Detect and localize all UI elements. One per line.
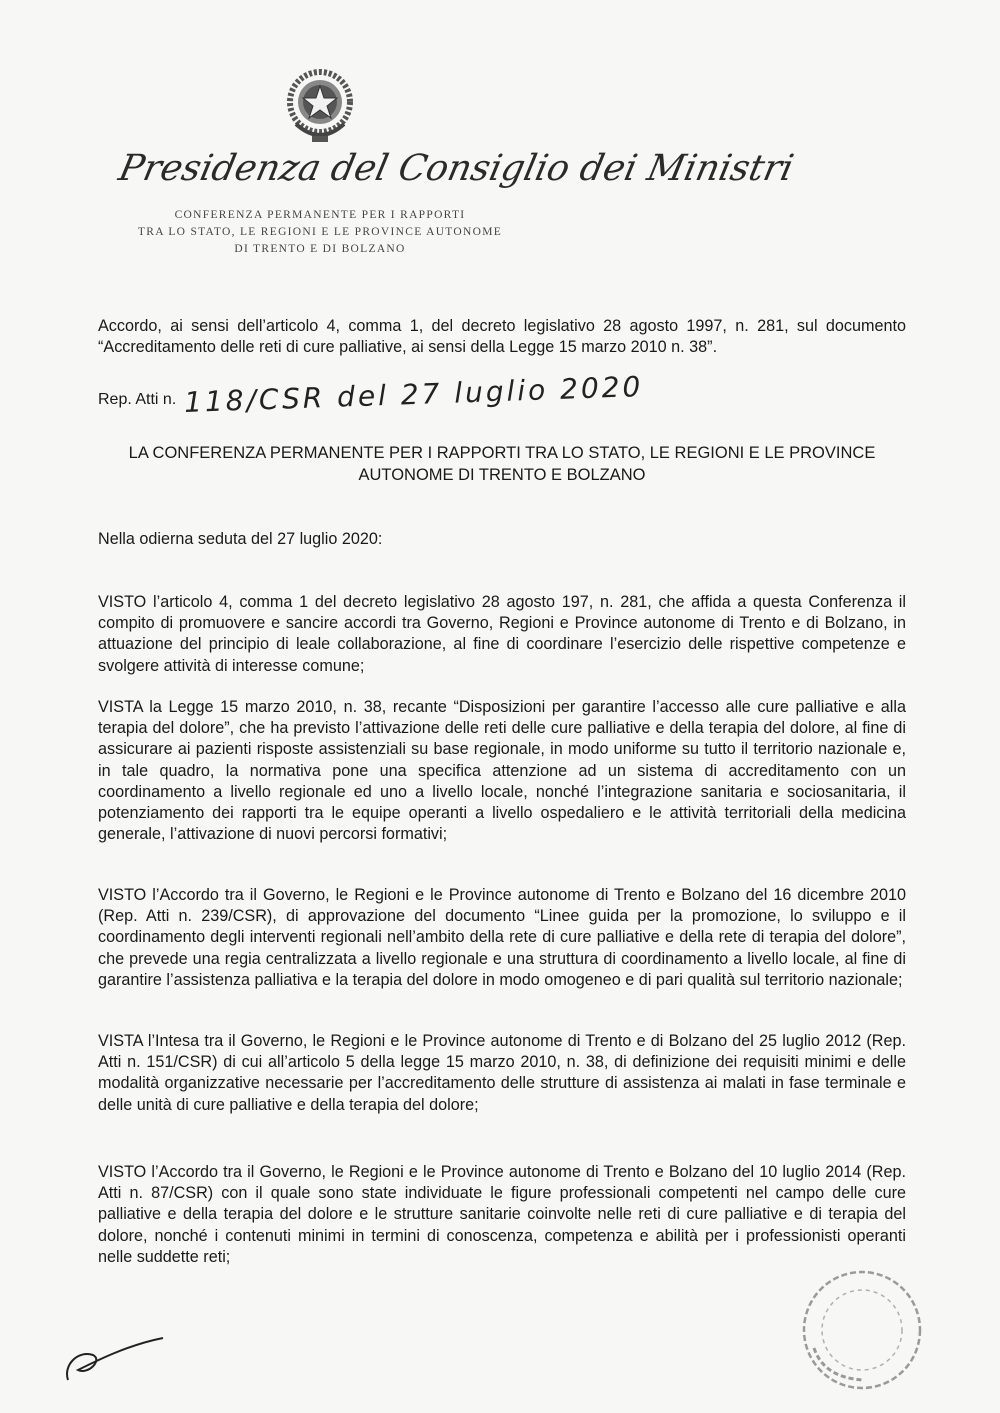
presidency-script-title: Presidenza del Consiglio dei Ministri	[115, 148, 798, 189]
paragraph: VISTA la Legge 15 marzo 2010, n. 38, recante “Disposizioni per garantire l’accesso alle cure palliative e alla terapia del dolore”, che ha previsto l’attivazione delle reti delle cure palliative e della terapia del dolore, al fine di assicurare ai pazienti risposte assistenziali su base regionale, in modo uniforme su tutto il territorio nazionale e, in tale quadro, la normativa pone una specifica attenzione ad un sistema di accreditamento con un coordinamento a livello regionale ed uno a livello locale, nonché l’integrazione sanitaria e sociosanitaria, il potenziamento dei rapporti tra le equipe operanti a livello ospedaliero e le attività territoriali della medicina generale, l’attivazione di nuovi percorsi formativi;	[98, 698, 906, 844]
conference-header-line: DI TRENTO E DI BOLZANO	[234, 243, 406, 255]
italian-republic-emblem-icon	[282, 62, 358, 152]
paragraph: VISTO l’Accordo tra il Governo, le Regioni e le Province autonome di Trento e Bolzano del 10 luglio 2014 (Rep. Atti n. 87/CSR) con il quale sono state individuate le figure professionali competenti nel campo delle cure palliative e della terapia del dolore e le strutture sanitarie coinvolte nelle reti di cure palliative e di terapia del dolore, nonché i contenuti minimi in termini di conoscenza, competenza e abilità per i professionisti operanti nelle suddette reti;	[98, 1163, 906, 1266]
initial-signature-icon	[58, 1310, 178, 1390]
paragraph: VISTO l’Accordo tra il Governo, le Regioni e le Province autonome di Trento e Bolzano del 16 dicembre 2010 (Rep. Atti n. 239/CSR), di approvazione del documento “Linee guida per la promozione, lo sviluppo e il coordinamento degli interventi regionali nell’ambito della rete di cure palliative e della rete di terapia del dolore”, che prevede una regia centralizzata a livello regionale e una struttura di coordinamento a livello locale, al fine di garantire l’assistenza palliativa e la terapia del dolore in modo omogeneo e di pari qualità sul territorio nazionale;	[98, 886, 906, 989]
conference-header	[60, 207, 580, 258]
rep-handwritten-number: 118/CSR del 27 luglio 2020	[183, 369, 645, 420]
paragraph: VISTA l’Intesa tra il Governo, le Regioni e le Province autonome di Trento e di Bolzano del 25 luglio 2012 (Rep. Atti n. 151/CSR) di cui all’articolo 5 della legge 15 marzo 2010, n. 38, di definizione dei requisiti minimi e delle modalità organizzative necessarie per l’accreditamento delle strutture di assistenza ai malati in fase terminale e delle unità di cure palliative e della terapia del dolore;	[98, 1032, 906, 1114]
paragraph: VISTO l’articolo 4, comma 1 del decreto legislativo 28 agosto 197, n. 281, che affida a questa Conferenza il compito di promuovere e sancire accordi tra Governo, Regioni e Province autonome di Trento e di Bolzano, in attuazione del principio di leale collaborazione, al fine di coordinare l’esercizio delle rispettive competenze e svolgere attività di interesse comune;	[98, 593, 906, 675]
conference-header-line: CONFERENZA PERMANENTE PER I RAPPORTI	[174, 209, 466, 221]
conference-title: LA CONFERENZA PERMANENTE PER I RAPPORTI TRA LO STATO, LE REGIONI E LE PROVINCE AUTONOME DI TRENTO E BOLZANO	[128, 444, 876, 484]
agreement-intro: Accordo, ai sensi dell’articolo 4, comma 1, del decreto legislativo 28 agosto 1997, n. 281, sul documento “Accreditamento delle reti di cure palliative, ai sensi della Legge 15 marzo 2010 n. 38”.	[98, 317, 906, 357]
rep-line	[98, 369, 645, 420]
conference-header-line: TRA LO STATO, LE REGIONI E LE PROVINCE AUTONOME	[137, 226, 503, 238]
rep-label: Rep. Atti n.	[98, 391, 177, 408]
session-line: Nella odierna seduta del 27 luglio 2020:	[98, 530, 383, 548]
presidency-round-stamp-icon	[784, 1268, 934, 1398]
